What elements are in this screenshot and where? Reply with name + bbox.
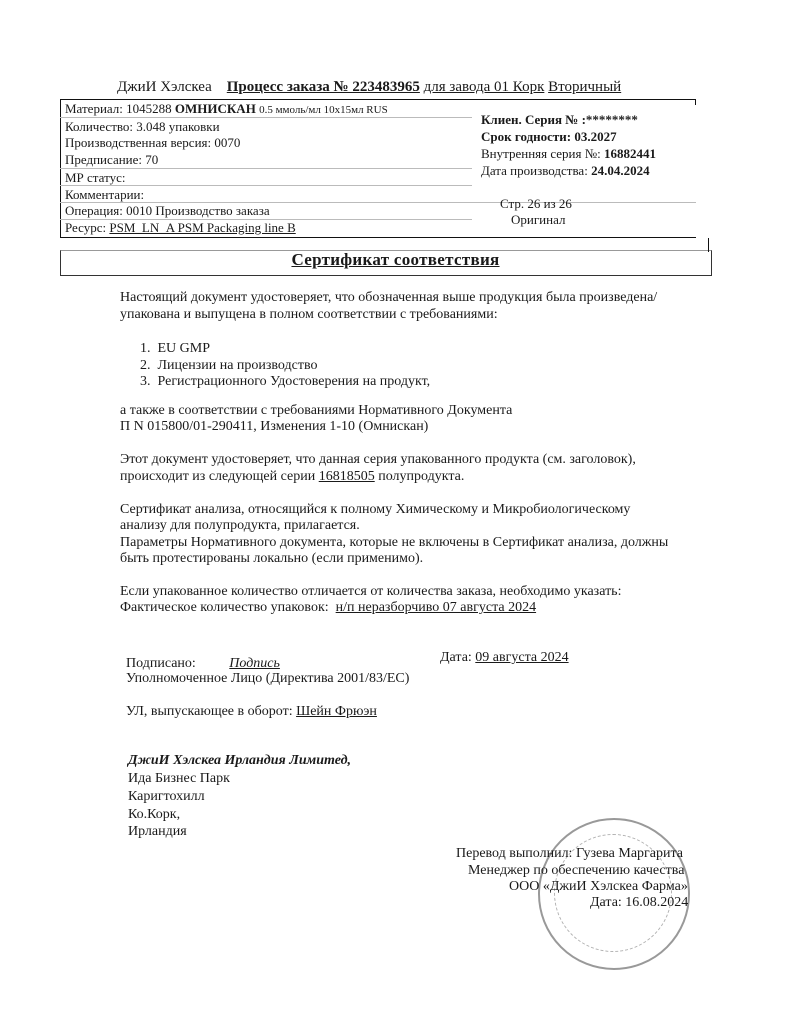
- analysis-line-3: Параметры Нормативного документа, которые не включены в Сертификат анализа, должны: [120, 535, 669, 550]
- internal-series-value: 16882441: [604, 146, 657, 161]
- origin-line-2: происходит из следующей серии 16818505 полупродукта.: [120, 469, 465, 484]
- signature-date-value: 09 августа 2024: [475, 650, 569, 665]
- info-box-right-tick: [695, 99, 696, 105]
- header-company: ДжиИ Хэлскеа: [117, 79, 212, 95]
- signed-by: [126, 656, 318, 672]
- info-box-bottom-line: [60, 237, 696, 238]
- title-box-connector: [708, 238, 709, 252]
- company-name: ДжиИ Хэлскеа Ирландия Лимитед,: [128, 753, 352, 768]
- normative-line-1: а также в соответствии с требованиями Нормативного Документа: [120, 403, 513, 418]
- semi-product-series: 16818505: [318, 469, 375, 484]
- info-row-line: [60, 168, 472, 169]
- page-number: Стр. 26 из 26: [500, 196, 572, 211]
- production-date-label: Дата производства:: [481, 163, 588, 178]
- released-by: [126, 704, 377, 720]
- requirement-list-item: 2. Лицензии на производство: [140, 358, 318, 373]
- production-date: [481, 163, 650, 179]
- expiry-date: Срок годности: 03.2027: [481, 129, 617, 144]
- translator-position: Менеджер по обеспечению качества: [468, 863, 685, 878]
- client-series: Клиен. Серия № :********: [481, 112, 638, 127]
- production-date-value: 24.04.2024: [591, 163, 650, 178]
- released-value: Шейн Фрюэн: [296, 704, 377, 719]
- comments: Комментарии:: [65, 187, 145, 202]
- resource-label: Ресурс:: [65, 220, 107, 235]
- address-line: Каригтохилл: [128, 789, 205, 804]
- released-label: УЛ, выпускающее в оборот:: [126, 704, 293, 719]
- origin-line-1: Этот документ удостоверяет, что данная серия упакованного продукта (см. заголовок),: [120, 452, 636, 467]
- resource-line: [65, 220, 296, 236]
- header-stage: Вторичный: [548, 79, 622, 95]
- quantity-line-2: Фактическое количество упаковок: н/п неразборчиво 07 августа 2024: [120, 600, 537, 615]
- internal-series: [481, 146, 656, 162]
- resource-value: PSM_LN_A PSM Packaging line B: [109, 220, 296, 235]
- certificate-title: Сертификат соответствия: [291, 250, 500, 269]
- document-header: [117, 79, 621, 96]
- intro-line-1: Настоящий документ удостоверяет, что обозначенная выше продукция была произведена/: [120, 290, 658, 305]
- normative-line-2: П N 015800/01-290411, Изменения 1-10 (Омнискан): [120, 419, 429, 434]
- intro-line-2: упакована и выпущена в полном соответствии с требованиями:: [120, 307, 498, 322]
- analysis-line-2: анализу для полупродукта, прилагается.: [120, 518, 360, 533]
- instruction: Предписание: 70: [65, 152, 159, 167]
- signature-date: [440, 650, 569, 666]
- authorized-person: Уполномоченное Лицо (Директива 2001/83/EC): [126, 671, 410, 686]
- header-order-title: Процесс заказа № 223483965: [226, 79, 420, 95]
- production-version: Производственная версия: 0070: [65, 135, 241, 150]
- actual-quantity-value: н/п неразборчиво 07 августа 2024: [335, 600, 537, 615]
- internal-series-label: Внутренняя серия №:: [481, 146, 601, 161]
- original-mark: Оригинал: [511, 212, 566, 227]
- info-row-line: [60, 117, 472, 118]
- translation-date: Дата: 16.08.2024: [590, 895, 689, 910]
- mp-status: МР статус:: [65, 170, 126, 185]
- material-spec: 0.5 ммоль/мл 10x15мл RUS: [259, 104, 388, 116]
- translator-company: ООО «ДжиИ Хэлскеа Фарма»: [509, 879, 688, 894]
- signed-label: Подписано:: [126, 656, 196, 671]
- translator-line: Перевод выполнил: Гузева Маргарита: [456, 846, 684, 861]
- operation: Операция: 0010 Производство заказа: [65, 203, 270, 218]
- material-name: ОМНИСКАН: [174, 101, 256, 116]
- analysis-line-1: Сертификат анализа, относящийся к полному Химическому и Микробиологическому: [120, 502, 631, 517]
- address-line: Ирландия: [128, 824, 187, 839]
- quantity-line-1: Если упакованное количество отличается от количества заказа, необходимо указать:: [120, 584, 622, 599]
- info-box-top-line: [60, 99, 696, 100]
- header-plant: для завода 01 Корк: [423, 79, 545, 95]
- material-line: [65, 101, 388, 117]
- quantity: Количество: 3.048 упаковки: [65, 119, 220, 134]
- analysis-line-4: быть протестированы локально (если применимо).: [120, 551, 424, 566]
- address-line: Ида Бизнес Парк: [128, 771, 230, 786]
- address-line: Ко.Корк,: [128, 807, 181, 822]
- signature-value: Подпись: [229, 656, 280, 671]
- signature-date-label: Дата:: [440, 650, 472, 665]
- requirement-list-item: 1. EU GMP: [140, 341, 211, 356]
- material-code: Материал: 1045288: [65, 101, 172, 116]
- requirement-list-item: 3. Регистрационного Удостоверения на продукт,: [140, 374, 431, 389]
